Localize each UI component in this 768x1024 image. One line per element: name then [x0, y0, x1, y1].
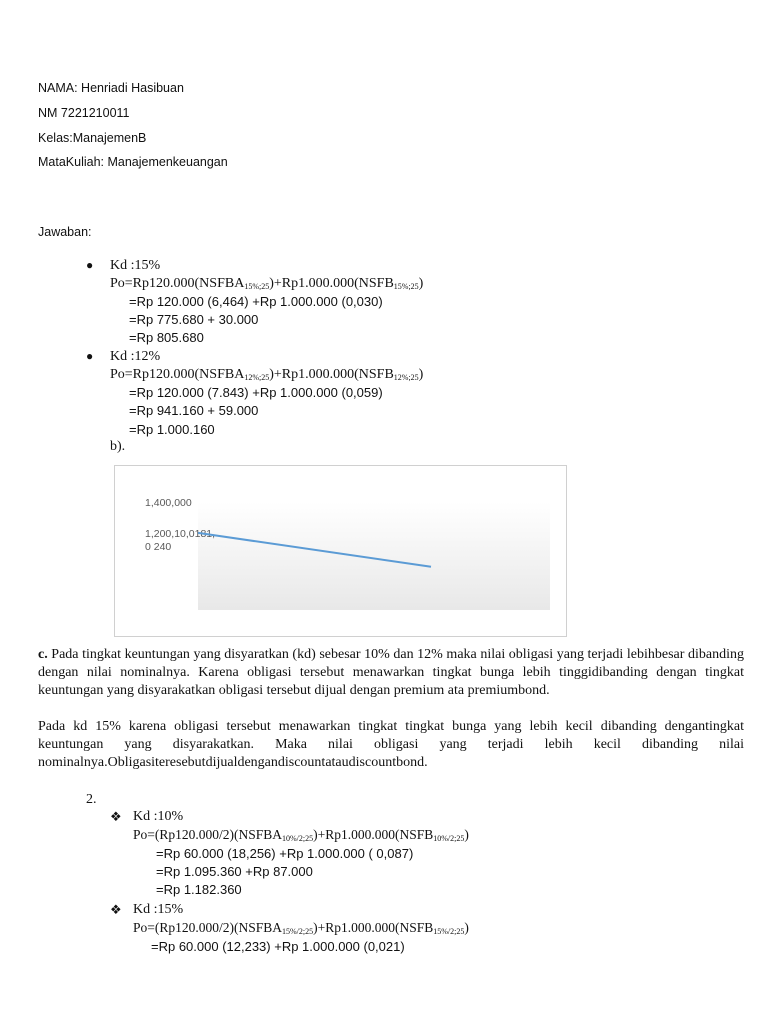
- line-chart: [114, 465, 567, 637]
- formula: $Po=(Rp120.000/2)(NSFBA_{15\%/2;25})+Rp1.000.000(NSFB_{15\%/2;25})$: [133, 920, 469, 936]
- calc-step-1: =Rp 60.000 (12,233) +Rp 1.000.000 (0,021): [151, 939, 405, 954]
- part-c-paragraph-1: c. Pada tingkat keuntungan yang disyaratkan (kd) sebesar 10% dan 12% maka nilai obligasi yang terjadi lebihbesar dibanding dengan nilai nominalnya. Karena obligasi tersebut menawarkan tingkat bunga lebih tinggidibanding dengan tingkat keuntungan yang disyarakatkan obligasi tersebut dijual dengan premium ata premiumbond.: [38, 647, 744, 698]
- diamond-bullet-icon: ❖: [110, 809, 122, 824]
- calc-step-2: =Rp 941.160 + 59.000: [129, 403, 259, 418]
- kd-label: Kd :10%: [133, 809, 184, 824]
- calc-step-1: =Rp 120.000 (6,464) +Rp 1.000.000 (0,030): [129, 294, 383, 309]
- calc-result: =Rp 1.182.360: [156, 882, 242, 897]
- answer-heading: Jawaban:: [38, 225, 92, 239]
- plot-area: [198, 502, 550, 610]
- calc-step-1: =Rp 60.000 (18,256) +Rp 1.000.000 ( 0,087): [156, 846, 414, 861]
- bullet-icon: ●: [86, 258, 94, 272]
- kd-label: Kd :15%: [110, 258, 161, 273]
- calc-result: =Rp 1.000.160: [129, 422, 215, 437]
- question-number: 2.: [86, 792, 97, 807]
- formula: $Po=Rp120.000(NSFBA_{15\%;25})+Rp1.000.000(NSFB_{15\%;25})$: [110, 276, 424, 291]
- student-name: NAMA: Henriadi Hasibuan: [38, 81, 184, 95]
- y-tick-top: 1,400,000: [145, 497, 192, 509]
- student-id: NM 7221210011: [38, 106, 130, 120]
- y-tick-label-line1: 1,200,10,0181,: [145, 528, 216, 540]
- calc-step-2: =Rp 775.680 + 30.000: [129, 312, 259, 327]
- kd-label: Kd :15%: [133, 902, 184, 917]
- calc-step-1: =Rp 120.000 (7.843) +Rp 1.000.000 (0,059): [129, 385, 383, 400]
- calc-result: =Rp 805.680: [129, 330, 204, 345]
- course-label: MataKuliah: Manajemenkeuangan: [38, 155, 228, 169]
- part-c-paragraph-2: Pada kd 15% karena obligasi tersebut menawarkan tingkat tingkat bunga yang lebih kecil dibanding dengantingkat keuntungan yang disyarakatkan. Maka nilai obligasi yang terjadi lebih kecil dibanding nilai nominalnya.Obligasiteresebutdijualdengandiscountataudiscountbond.: [38, 719, 744, 770]
- y-tick-label-line2: 0 240: [145, 541, 172, 553]
- formula: $Po=Rp120.000(NSFBA_{12\%;25})+Rp1.000.000(NSFB_{12\%;25})$: [110, 367, 424, 382]
- class-label: Kelas:ManajemenB: [38, 131, 147, 145]
- calc-step-2: =Rp 1.095.360 +Rp 87.000: [156, 864, 313, 879]
- kd-label: Kd :12%: [110, 349, 161, 364]
- part-b-label: b).: [110, 439, 126, 454]
- chart-svg: [115, 466, 566, 636]
- formula: $Po=(Rp120.000/2)(NSFBA_{10\%/2;25})+Rp1.000.000(NSFB_{10\%/2;25})$: [133, 827, 469, 843]
- diamond-bullet-icon: ❖: [110, 902, 122, 917]
- bullet-icon: ●: [86, 349, 94, 363]
